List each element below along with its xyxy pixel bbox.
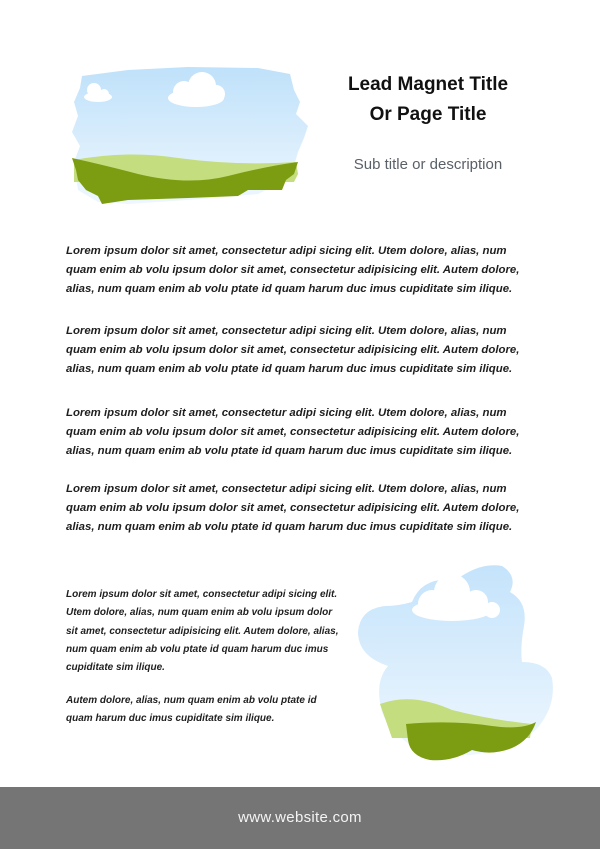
side-paragraph-1: Lorem ipsum dolor sit amet, consectetur adipi sicing elit. Utem dolore, alias, num quam enim ab volu ipsum dolor sit amet, consectetur adipisicing elit. Autem dolore, alias, num quam enim ab volu ptate id quam harum duc imus cupiditate sim ilique. xyxy=(66,589,339,674)
body-paragraph-3: Lorem ipsum dolor sit amet, consectetur adipi sicing elit. Utem dolore, alias, num quam enim ab volu ipsum dolor sit amet, consectetur adipisicing elit. Autem dolore, alias, num quam enim ab volu ptate id quam harum duc imus cupiditate sim ilique. xyxy=(66,407,520,457)
page-title-line-2: Or Page Title xyxy=(369,104,487,125)
side-paragraph-2: Autem dolore, alias, num quam enim ab volu ptate id quam harum duc imus cupiditate sim ilique. xyxy=(66,695,317,725)
hero-landscape-illustration xyxy=(68,62,318,212)
body-paragraph-2: Lorem ipsum dolor sit amet, consectetur adipi sicing elit. Utem dolore, alias, num quam enim ab volu ipsum dolor sit amet, consectetur adipisicing elit. Autem dolore, alias, num quam enim ab volu ptate id quam harum duc imus cupiditate sim ilique. xyxy=(66,325,520,375)
footer-bar xyxy=(0,787,600,849)
side-landscape-illustration xyxy=(352,562,558,768)
body-paragraph-4: Lorem ipsum dolor sit amet, consectetur adipi sicing elit. Utem dolore, alias, num quam enim ab volu ipsum dolor sit amet, consectetur adipisicing elit. Autem dolore, alias, num quam enim ab volu ptate id quam harum duc imus cupiditate sim ilique. xyxy=(66,483,520,533)
page-title xyxy=(316,70,540,130)
website-link[interactable]: www.website.com xyxy=(238,809,362,826)
body-paragraph-1: Lorem ipsum dolor sit amet, consectetur adipi sicing elit. Utem dolore, alias, num quam enim ab volu ipsum dolor sit amet, consectetur adipisicing elit. Autem dolore, alias, num quam enim ab volu ptate id quam harum duc imus cupiditate sim ilique. xyxy=(66,245,520,295)
page-title-line-1: Lead Magnet Title xyxy=(347,74,509,95)
page-subtitle: Sub title or description xyxy=(353,156,503,173)
